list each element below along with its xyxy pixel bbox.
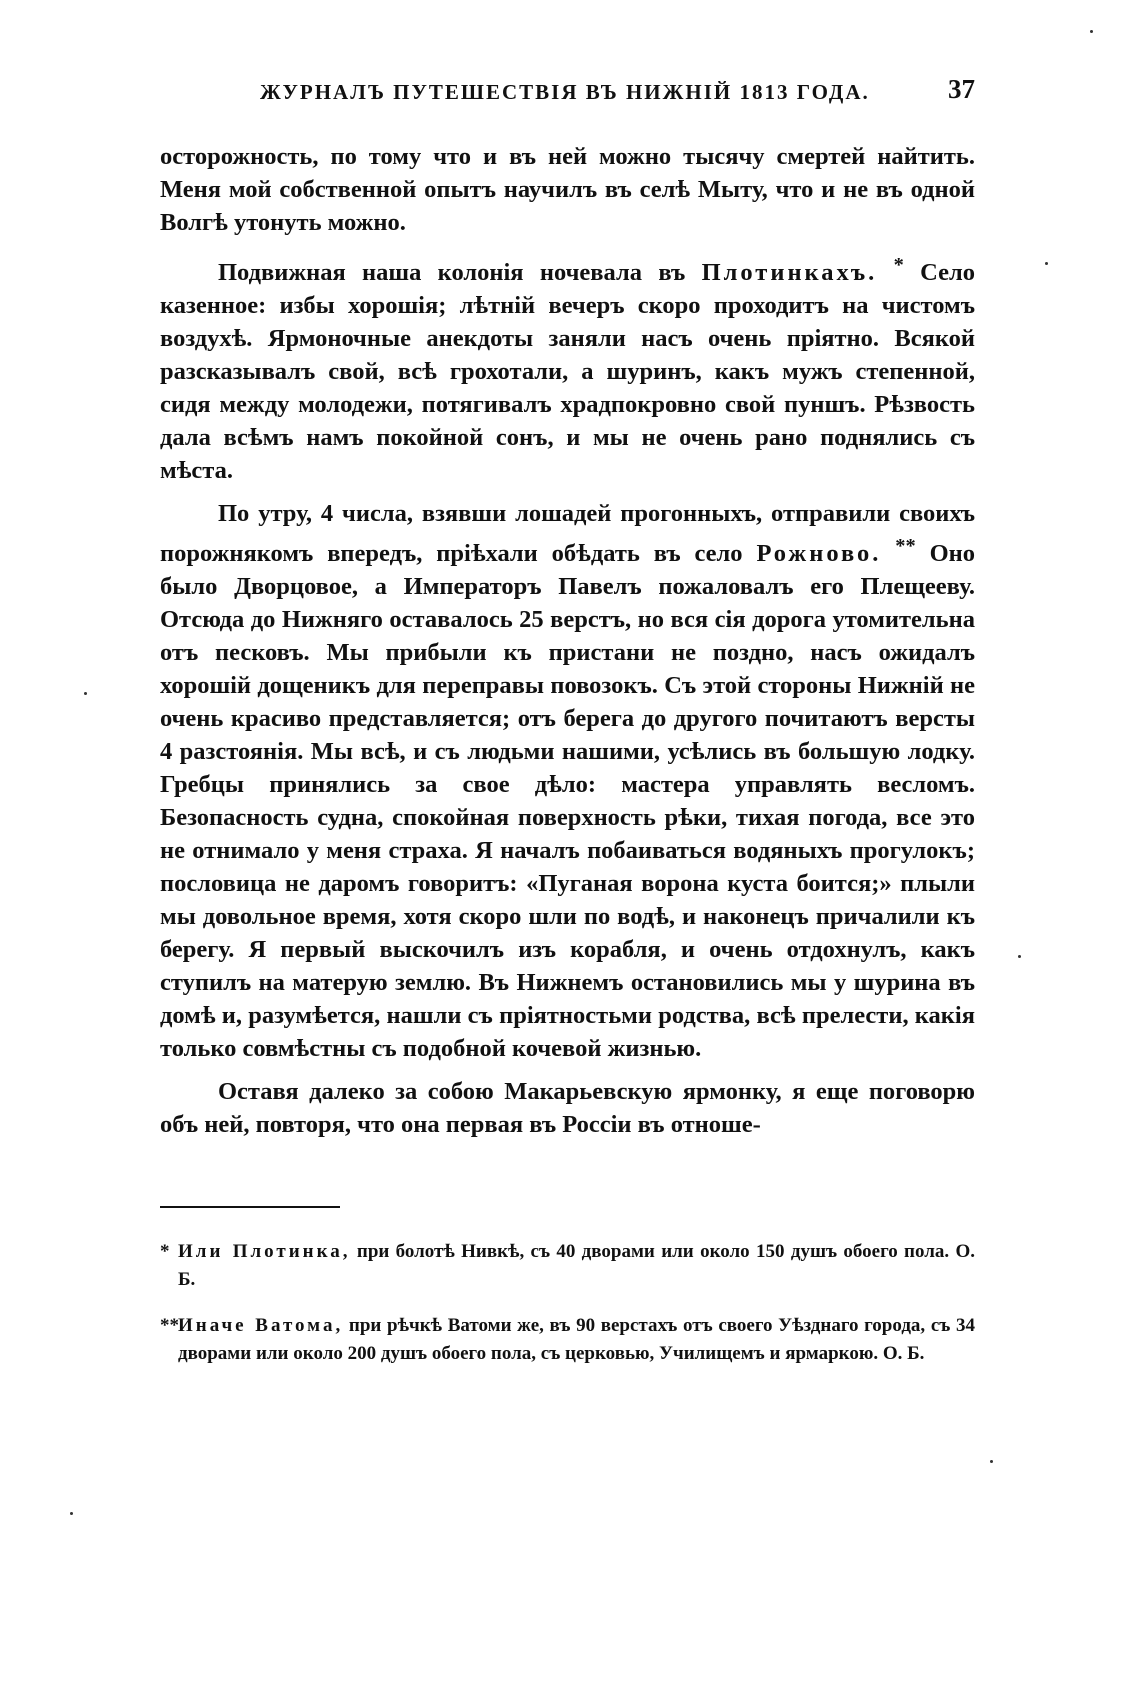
paragraph-2 xyxy=(160,249,975,487)
paragraph-2-text-b: Село казенное: избы хорошія; лѣтній вечеръ скоро проходитъ на чистомъ воздухѣ. Ярмоночные анекдоты заняли насъ очень пріятно. Всякой разсказывалъ свой, всѣ грохотали, а шуринъ, какъ мужъ степенной, сидя между молодежи, потягивалъ храдпокровно свой пуншъ. Рѣзвость дала всѣмъ намъ покойной сонъ, и мы не очень рано поднялись съ мѣста. xyxy=(160,259,975,485)
page-number: 37 xyxy=(948,74,975,104)
footnote-2 xyxy=(160,1312,975,1368)
paragraph-3 xyxy=(160,497,975,1065)
place-name-plotinki: Плотинкахъ. xyxy=(701,259,878,287)
footnote-1 xyxy=(160,1238,975,1294)
paragraph-4: Оставя далеко за собою Макарьевскую ярмонку, я еще поговорю объ ней, повторя, что она первая въ Россіи въ отноше- xyxy=(160,1078,975,1139)
scan-speck xyxy=(1090,30,1093,33)
footnote-2-place: Иначе Ватома, xyxy=(178,1315,344,1336)
paragraph-1: осторожность, по тому что и въ ней можно тысячу смертей найтить. Меня мой собственной опытъ научилъ въ селѣ Мыту, что и не въ одной Волгѣ утонуть можно. xyxy=(160,143,975,236)
scan-speck xyxy=(70,1512,73,1515)
footnote-1-mark: * xyxy=(160,1241,170,1262)
footnote-1-place: Или Плотинка, xyxy=(178,1241,351,1262)
paragraph-3-text-b: Оно было Дворцовое, а Императоръ Павелъ пожаловалъ его Плещееву. Отсюда до Нижняго оставалось 25 верстъ, но вся сія дорога утомительна отъ песковъ. Мы прибыли къ пристани не поздно, насъ ожидалъ хорошій дощеникъ для переправы повозокъ. Съ этой стороны Нижній не очень красиво представляется; отъ берега до другого почитаютъ версты 4 разстоянія. Мы всѣ, и съ людьми нашими, усѣлись въ большую лодку. Гребцы принялись за свое дѣло: мастера управлять весломъ. Безопасность судна, спокойная поверхность рѣки, тихая погода, все это не отнимало у меня страха. Я началъ побаиваться водяныхъ прогулокъ; пословица не даромъ говоритъ: «Пуганая ворона куста боится;» плыли мы довольное время, хотя скоро шли по водѣ, и наконецъ причалили къ берегу. Я первый выскочилъ изъ корабля, и очень отдохнулъ, какъ ступилъ на матерую землю. Въ Нижнемъ остановились мы у шурина въ домѣ и, разумѣется, нашли съ пріятностьми родства, всѣ прелести, какія только совмѣстны съ подобной кочевой жизнью. xyxy=(160,540,975,1063)
footnote-ref-1: * xyxy=(893,254,904,276)
running-head xyxy=(160,72,975,112)
place-name-rozhnovo: Рожново. xyxy=(756,540,882,568)
main-text xyxy=(160,140,975,1141)
footnote-ref-2: ** xyxy=(895,535,916,558)
footnote-2-mark: ** xyxy=(160,1315,179,1336)
footnote-1-text: при болотѣ Нивкѣ, съ 40 дворами или около 150 душъ обоего пола. О. Б. xyxy=(178,1241,976,1290)
running-title: ЖУРНАЛЪ ПУТЕШЕСТВІЯ ВЪ НИЖНІЙ 1813 ГОДА. xyxy=(260,80,870,104)
scan-speck xyxy=(990,1460,993,1463)
paragraph-3-text-a: По утру, 4 числа, взявши лошадей прогонныхъ, отправили своихъ порожнякомъ впередъ, пріѣхали обѣдать въ село xyxy=(160,500,975,568)
footnote-divider xyxy=(160,1206,340,1208)
scan-speck xyxy=(1018,955,1021,958)
footnote-2-text: при рѣчкѣ Ватоми же, въ 90 верстахъ отъ своего Уѣзднаго города, съ 34 дворами или около 200 душъ обоего пола, съ церковью, Училищемъ и ярмаркою. О. Б. xyxy=(178,1315,976,1364)
paragraph-2-text-a: Подвижная наша колонія ночевала въ xyxy=(218,259,702,287)
scan-speck xyxy=(1045,262,1048,265)
footnotes xyxy=(160,1238,975,1386)
scan-speck xyxy=(84,692,87,695)
